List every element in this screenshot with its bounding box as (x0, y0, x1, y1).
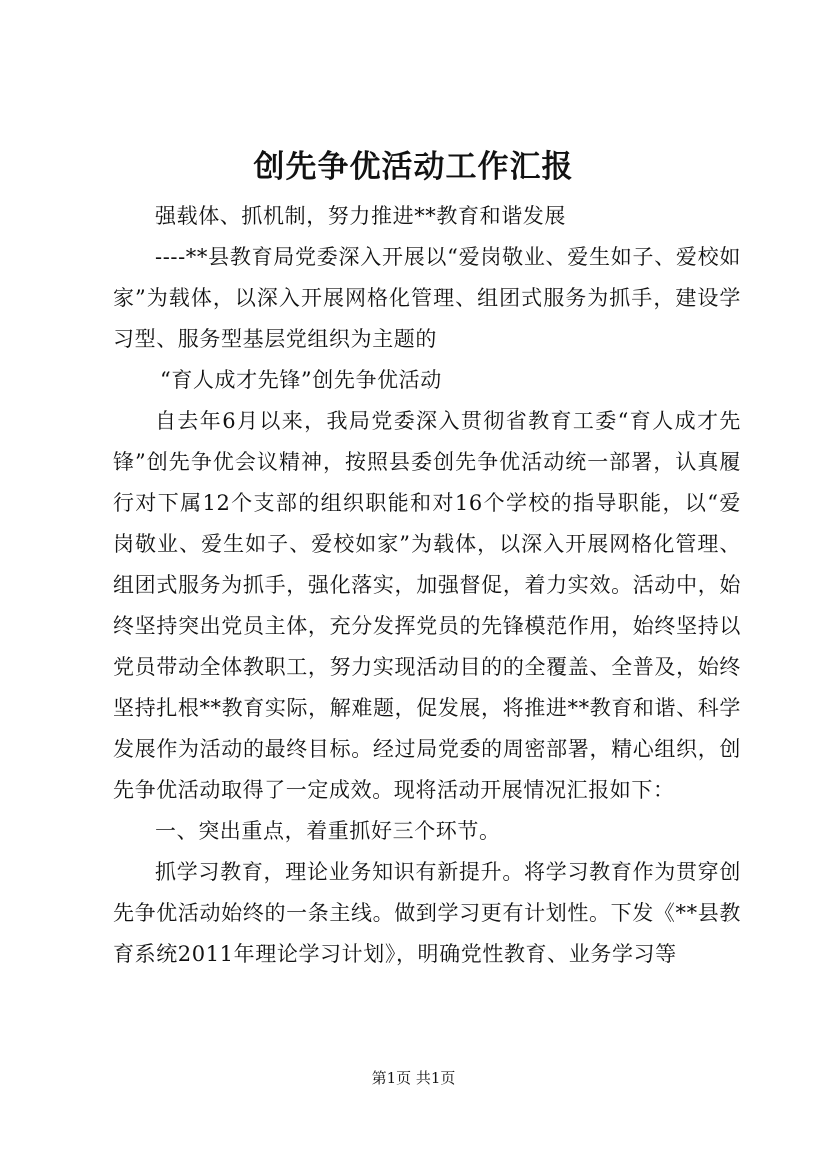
activity-name-paragraph: “育人成才先锋”创先争优活动 (160, 368, 442, 392)
main-paragraph: 自去年6月以来，我局党委深入贯彻省教育工委“育人成才先锋”创先争优会议精神，按照县委创先争优活动统一部署，认真履行对下属12个支部的组织职能和对16个学校的指导职能，以“爱岗敬业、爱生如子、爱校如家”为载体，以深入开展网格化管理、组团式服务为抓手，强化落实，加强督促，着力实效。活动中，始终坚持突出党员主体，充分发挥党员的先锋模范作用，始终坚持以党员带动全体教职工，努力实现活动目的的全覆盖、全普及，始终坚持扎根**教育实际，解难题，促发展，将推进**教育和谐、科学发展作为活动的最终目标。经过局党委的周密部署，精心组织，创先争优活动取得了一定成效。现将活动开展情况汇报如下： (113, 409, 741, 802)
document-title: 创先争优活动工作汇报 (253, 149, 574, 185)
section-heading: 一、突出重点，着重抓好三个环节。 (155, 819, 501, 843)
subtitle-paragraph: 强载体、抓机制，努力推进**教育和谐发展 (155, 204, 566, 228)
page-footer: 第1页 共1页 (371, 1069, 456, 1087)
study-paragraph: 抓学习教育，理论业务知识有新提升。将学习教育作为贯穿创先争优活动始终的一条主线。做到学习更有计划性。下发《**县教育系统2011年理论学习计划》，明确党性教育、业务学习等 (113, 860, 741, 966)
intro-paragraph: ----**县教育局党委深入开展以“爱岗敬业、爱生如子、爱校如家”为载体，以深入开展网格化管理、组团式服务为抓手，建设学习型、服务型基层党组织为主题的 (113, 245, 741, 351)
document-body (113, 196, 741, 975)
